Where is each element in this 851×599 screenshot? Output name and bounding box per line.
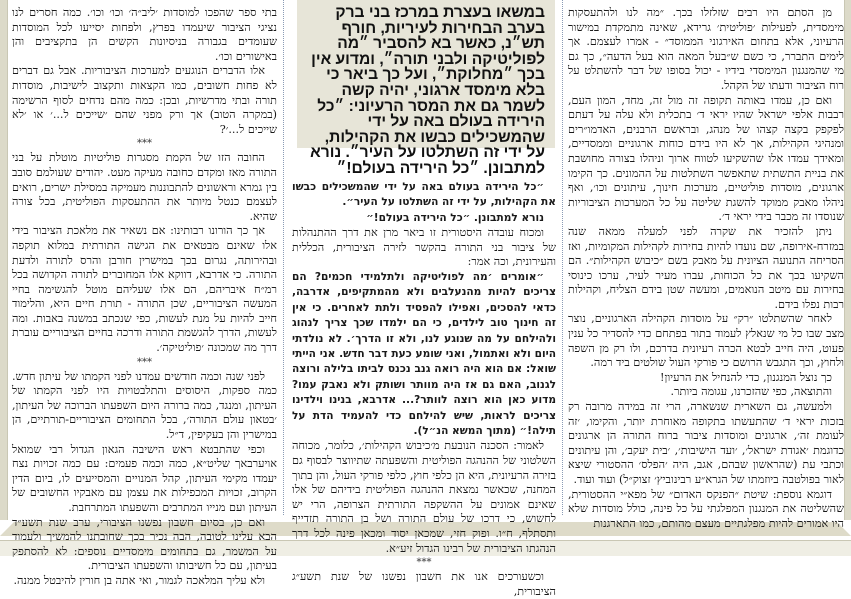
paragraph: ולא עליך המלאכה לגמור, ואי אתה בן חורין להיבטל ממנה. [13, 573, 265, 587]
section-divider-stars: *** [137, 138, 152, 150]
article-column-right [568, 6, 844, 531]
page-frame-right [844, 0, 851, 520]
paragraph: וכשעורכים אנו את חשבון נפשנו של שנת תשע״ג הציבורית, [292, 570, 556, 598]
paragraph: מן הסתם היו רבים שזלזלו בכך. ״מה לנו ולהתעסקות מימסדית, לפעילות ׳פוליטית׳ גרידא, שאינה מתמקדת במישור הרעיוני, אלא בתחום האירגוני הממוסד״ - אמרו לעצמם. אך לימים התברר, כי כשם ש״בעל המאה הוא בעל הדעה״, כך גם מי שהמנגנון המימסדי בידיו - יכול בסופו של דבר להשתלט על רוח הציבור ודעתו של הקהל. [568, 6, 844, 92]
pull-quote: במשאו בעצרת במרכז בני ברק בערב הבחירות לעיריות, חורף תש״נ, כאשר בא להסביר ״מה לפוליטיקה ולבני תורה״, ומדוע אין בכך ״מחלוקת״, ועל כך ביאר כי בלא מימסד ארגוני, יהיה קשה לשמר גם את המסר הרעיוני: ״כל הירידה בעולם באה על ידי שהמשכילים כבשו את הקהילות, על ידי זה השתלטו על העיר״. נורא למתבונן. ״כל הירידה בעולם!״ [297, 0, 555, 148]
paragraph: לאחר שהשתלטו ״רק״ על מוסדות הקהילה הארגוניים, נוצר מצב שבו כל מי שנאלץ לעמוד בתור בפתחם כדי להסדיר כל ענין פעוט, היה חייב לבטא הכרה רעיונית בדרכם, ולו רק מן השפה ולחוץ, וכך התגבש הרושם כי פורקי העול שולטים ביד רמה. [568, 312, 844, 370]
paragraph: לאמור: הסכנה הנובעת מ׳כיבוש הקהילות׳, כלומר, מכוחה השלטוני של ההנהגה הפוליטית והשפעתה שתיווצר לבסוף גם בזירה הרעיונית, היא הן כלפי חוץ, כלפי פורקי העול, והן בתוך המחנה, שכאשר נמצאת ההנהגה הפוליטית בידיהם של אלו שאינם אמונים על ההשקפה התורתית הצרופה, הרי יש לחשוש, כי דרכו של עולם התורה ושל בן התורה תזדייף ותסתלף, ח״ו. ופוק חזי, שמכאן יסוד ומכאן פינה לכל דרך הנהגתו הציבורית של רבינו הגדול זיע״א. [292, 439, 556, 555]
paragraph: וכפי שהתבטא ראש הישיבה הגאון הגדול רבי שמואל אויערבאך שליט״א, כמה וכמה פעמים: עם כמה זכויות נצח יעמדו מקימי העיתון, קהל המנויים והמסייעים לו, ביום הדין הקרוב, זכויות המכפילות את עצמן עם מאבקיו החשובים של העיתון ועם מנייו המתרבים והשפעתו המתרחבת. [12, 442, 277, 514]
paragraph: אלו הדברים הנוגעים למערכות הציבוריות. אבל גם דברים לא פחות חשובים, כמו הקצאות ותקצוב לישיבות, מוסדות תורה ובתי מדרשיות, ובכן: כמה מהם נדחים לסוף הרשימה (במקרה הטוב) אך ורק מפני שהם ׳שייכים ל...׳ או ׳לא שייכים ל...׳? [12, 64, 277, 136]
column-divider [283, 0, 284, 515]
column-divider [562, 0, 563, 515]
paragraph: לפני שנה וכמה חודשים עמדנו לפני הקמתו של עיתון חדש. כמה ספקות, היסוסים והתלבטויות היו לפני הקמתו של העיתון, ומנגד, כמה ברורה היום השפעתו הברוכה של העיתון, ׳בטאון עולם התורה׳, בכל התחומים הציבוריים-תורתיים, הן במישרין והן בעקיפין, ד״ל. [12, 369, 277, 442]
paragraph: ולמעשה, גם השארית שנשארה, הרי זה במידה מרובה רק בזכות יראי ד׳ שהתעשתו בתקופה מאוחרת יותר, והקימו, ׳זה לעומת זה׳, ארגונים ומוסדות ציבור ברוח התורה הן ארגונים כדוגמת ׳אגודת ישראל׳, ׳ועד הישיבות׳, ׳בית יעקב׳, והן עיתונים וכתבי עת (שהראשון שבהם, אגב, היה ׳הפלס׳ ההסטורי שיצא לאור בפולטבה ביוזמתו של הגרא״ע רבינוביץ׳ זצוק״ל) ועוד ועוד. [568, 400, 844, 486]
paragraph: החובה הזו של הקמת מסגרות פוליטיות מוטלת על בני התורה מאז ומקדם כחובה מעיקה מעט. יהודים שעולמם סובב בין גמרא וראשונים להתבוננות מעמיקה במסילת ישרים, רואים לעצמם כנטל מיותר את ההתעסקות הפוליטית, בכל צורה שהיא. [12, 151, 277, 223]
paragraph: ומכוח עובדה היסטורית זו ביאר מרן את דרך ההתנהלות של ציבור בני התורה בהקשר לזירה הציבורית, הכללית והעירונית, וכה אמר: [292, 226, 556, 269]
paragraph: ניתן להזכיר את שקרה לפני למעלה ממאה שנה במזרח-אירופה, שם נועדו להיות בחירות לקהילות המקומיות, ואז הסריחה התנועה הציונית על מאבק בשם ״כיבוש הקהילות״. הם השקיעו בכך את כל הכוחות, עברו מעיר לעיר, ערכו כינוסי בחירות עם מיטב הנואמים, ומעשה שטן בידם הצליח, וקהילות רבות נפלו בידם. [568, 224, 844, 311]
paragraph: אך כך הורונו רבותינו: אם נשאיר את מלאכת הציבור בידי אלו שאינם מבטאים את הגישה התורתית במלוא תוקפה ובהירותה, נגרום בכך במישרין חורבן והרס לתורה ולדעת התורה. כי אדרבא, דווקא אלו המחוברים לתורה הקדושה בכל רמ״ח איבריהם, הם אלו שעליהם מוטל להגשימה בחיי המעשה הציבוריים, שכן התורה - תורת חיים היא, והלימוד חייב להיות על מנת לעשות, כפי שנכתב במשנה באבות. ומה לעשות, הדרך להגשמת התורה ודרכה בחיים הציבוריים עוברת דרך מה שמכונה ׳פוליטיקה׳. [12, 224, 277, 355]
paragraph: ואם כן, עמדו באותה תקופה זה מול זה, מחד, המון העם, רבבות אלפי ישראל שהיו יראי ד׳ בתכלית ולא עלה על דעתם לפקפק בקצה קצהו של מנהג, ובראשם הרבנים, האדמו״רים ומנהיגי הקהילות, אך לא היו בידם כוחות ארגוניים וממסדיים, ומאידך עמדו אלו שהשקיעו לטווח ארוך וניהלו בצורה מחושבת את בניית התשתית שתאפשר השתלטות על ההמונים. כך הקימו ארגונים, מוסדות פוליטיים, מערכות חינוך, עיתונים וכו׳, ואף ניהלו מאבק ממוקד להשגת שליטה על כל המערכות הציבוריות שנוסדו זה מכבר בידי יראי ד׳. [568, 93, 844, 224]
paragraph: בתי ספר שהפכו למוסדות ׳ליב״ה׳ וכו׳ וכו׳. כמה חסרים לנו נציגי הציבור שיעמדו בפרץ, ולפחות יסייעו לכל המוסדות שעומדים בגבורה בניסיונות הקשים הן בתקציבים והן באישורים וכו׳. [12, 6, 277, 63]
quote-paragraph: ״אומרים ׳מה לפוליטיקה ולתלמידי חכמים? הם צריכים להיות מהנעלבים ולא מהמתקיפים, אדרבה, כדאי להסכים, ואפילו להפסיד ולתת לאחרים. כי אין זה חינוך טוב לילדים, כי הם ילמדו שכך צריך לנהוג ולהילחם על מה שנוגע לנו, ולא זו הדרך׳. לא נולדתי היום ולא ואתמול, ואני שומע כעת דבר חדש. אני הייתי שואל: אם הוא היה רואה גנב נכנס לביתו בלילה ורוצה לגנוב, האם גם אז היה מוותר ושותק ולא נאבק עמו? מדוע כאן הוא רוצה לוותר?... אדרבא, בנינו וילדינו צריכים לראות, שיש להילחם כדי להעמיד הדת על תילה!״ (מתוך המשא הנ״ל). [292, 271, 556, 438]
quote-paragraph: ״כל הירידה בעולם באה על ידי שהמשכילים כבשו את הקהילות, על ידי זה השתלטו על העיר״. [292, 181, 556, 209]
section-divider-stars: *** [137, 356, 152, 368]
article-column-left [12, 6, 277, 589]
article-column-middle [292, 180, 556, 599]
quote-paragraph: נורא למתבונן. ״כל הירידה בעולם!״ [366, 211, 544, 224]
paragraph: כך נוצל המנגנון, כדי להנחיל את הרעיון! [659, 370, 832, 384]
section-divider-stars: *** [416, 557, 432, 569]
paragraph: ואם כן, בסיום חשבון נפשנו הציבורי, ערב שנת תשע״ד הבא עלינו לטובה, הבה נכיר בכך שחובתנו להמשיך ולעמוד על המשמר, גם בתחומים מימסדיים נוספים: לא להסתפק בעיתון, עם כל חשיבותו והשפעתו הציבורית. [12, 515, 277, 573]
page-frame-left [0, 0, 8, 520]
paragraph: דוגמא נוספת: שיטת ״הפנקס האדום״ של מפא״י ההסטורית, שהשליטה את המנגנון המפלגתי על כל פינה, כולל מוסדות שלא היו אמורים להיות מפלגתיים מעצם מהותם, כמו התארגנות [568, 487, 844, 530]
paragraph: והתוצאה, כפי שהזכרנו, עגומה ביותר. [670, 385, 832, 399]
